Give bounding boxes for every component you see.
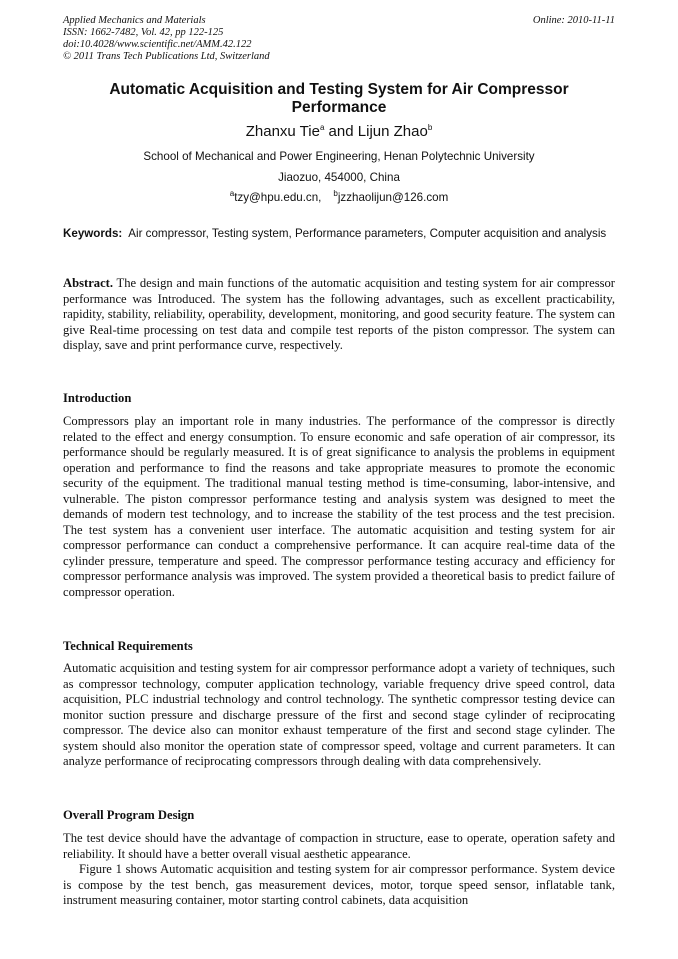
journal-header xyxy=(63,15,615,63)
author-line xyxy=(63,123,615,141)
technical-paragraph: Automatic acquisition and testing system for air compressor performance adopt a variety of techniques, such as compressor technology, computer application technology, variable frequency drive speed control, data acquisition, PLC industrial technology and control technology. The synthetic compressor testing device can monitor suction pressure and discharge pressure of the first and second stage cylinder of reciprocating compressor. The device also can monitor exhaust temperature of the first and second stage cylinder. The system should also monitor the operation state of compressor speed, voltage and current parameters. It can analyze performance of reciprocating compressors through dealing with data comprehensively. xyxy=(63,661,615,768)
heading-introduction: Introduction xyxy=(63,391,132,405)
introduction-paragraph: Compressors play an important role in many industries. The performance of the compressor is directly related to the effect and energy consumption. To ensure economic and safe operation of air compressor, its performance should be regularly measured. It is of great significance to analysis the problems in equipment operation and performance to find the reasons and take appropriate measures to promote the economic security of the equipment. The traditional manual testing method is time-consuming, labor-intensive, and vulnerable. The piston compressor performance testing and analysis system was designed to meet the demands of modern test technology, and to increase the stability of the test process and the test precision. The test system has a convenient user interface. The automatic acquisition and testing system for air compressor performance can conduct a comprehensive performance. It can acquire real-time data of the cylinder pressure, temperature and speed. The compressor performance testing accuracy and efficiency for compressor performance analysis was improved. The system provided a theoretical basis to predict failure of compressor operation. xyxy=(63,414,615,599)
author-2: Lijun Zhao xyxy=(357,123,428,140)
email-a: tzy@hpu.edu.cn, xyxy=(234,191,322,204)
online-date: Online: 2010-11-11 xyxy=(532,15,615,26)
abstract xyxy=(63,276,615,354)
keywords xyxy=(63,226,615,241)
heading-overall-program-design: Overall Program Design xyxy=(63,808,195,822)
copyright-line: © 2011 Trans Tech Publications Ltd, Switzerland xyxy=(63,51,270,62)
paper-title: Automatic Acquisition and Testing System for Air Compressor Performance xyxy=(109,81,569,116)
affiliation-line-2: Jiaozuo, 454000, China xyxy=(278,171,400,184)
keywords-label: Keywords: xyxy=(63,227,123,240)
technical-text xyxy=(63,661,615,770)
abstract-label: Abstract. xyxy=(63,276,114,290)
email-line xyxy=(63,191,615,205)
author-1-sup: a xyxy=(319,123,325,132)
doi-line: doi:10.4028/www.scientific.net/AMM.42.122 xyxy=(63,39,252,50)
affiliation-line-1: School of Mechanical and Power Engineering, Henan Polytechnic University xyxy=(143,150,535,163)
overall-text xyxy=(63,831,615,909)
author-2-sup: b xyxy=(427,123,433,132)
introduction-text xyxy=(63,414,615,600)
email-b-sup: b xyxy=(333,189,338,199)
overall-paragraph-2: Figure 1 shows Automatic acquisition and testing system for air compressor performance. System device is compose by the test bench, gas measurement devices, motor, torque speed sensor, inflatable tank, instrument measuring container, motor starting control cabinets, data acquisition xyxy=(63,862,615,907)
issn-line: ISSN: 1662-7482, Vol. 42, pp 122-125 xyxy=(63,27,224,38)
email-a-sup: a xyxy=(229,189,235,199)
keywords-value: Air compressor, Testing system, Performance parameters, Computer acquisition and analysis xyxy=(128,227,607,240)
author-and: and xyxy=(324,123,358,140)
email-b: jzzhaolijun@126.com xyxy=(337,191,449,204)
overall-paragraph-1: The test device should have the advantage of compaction in structure, ease to operate, operation safety and reliability. It should have a better overall visual aesthetic appearance. xyxy=(63,831,615,861)
abstract-text: The design and main functions of the automatic acquisition and testing system for air compressor performance was Introduced. The system has the following advantages, such as excellent practicability, rapidity, stability, reliability, operability, development, monitoring, and good security feature. The system can give Real-time processing on test data and compile test reports of the piston compressor. The system can display, save and print performance curve, respectively. xyxy=(63,276,615,352)
author-1: Zhanxu Tie xyxy=(245,123,320,140)
heading-technical-requirements: Technical Requirements xyxy=(63,639,193,653)
journal-name: Applied Mechanics and Materials xyxy=(63,15,206,26)
